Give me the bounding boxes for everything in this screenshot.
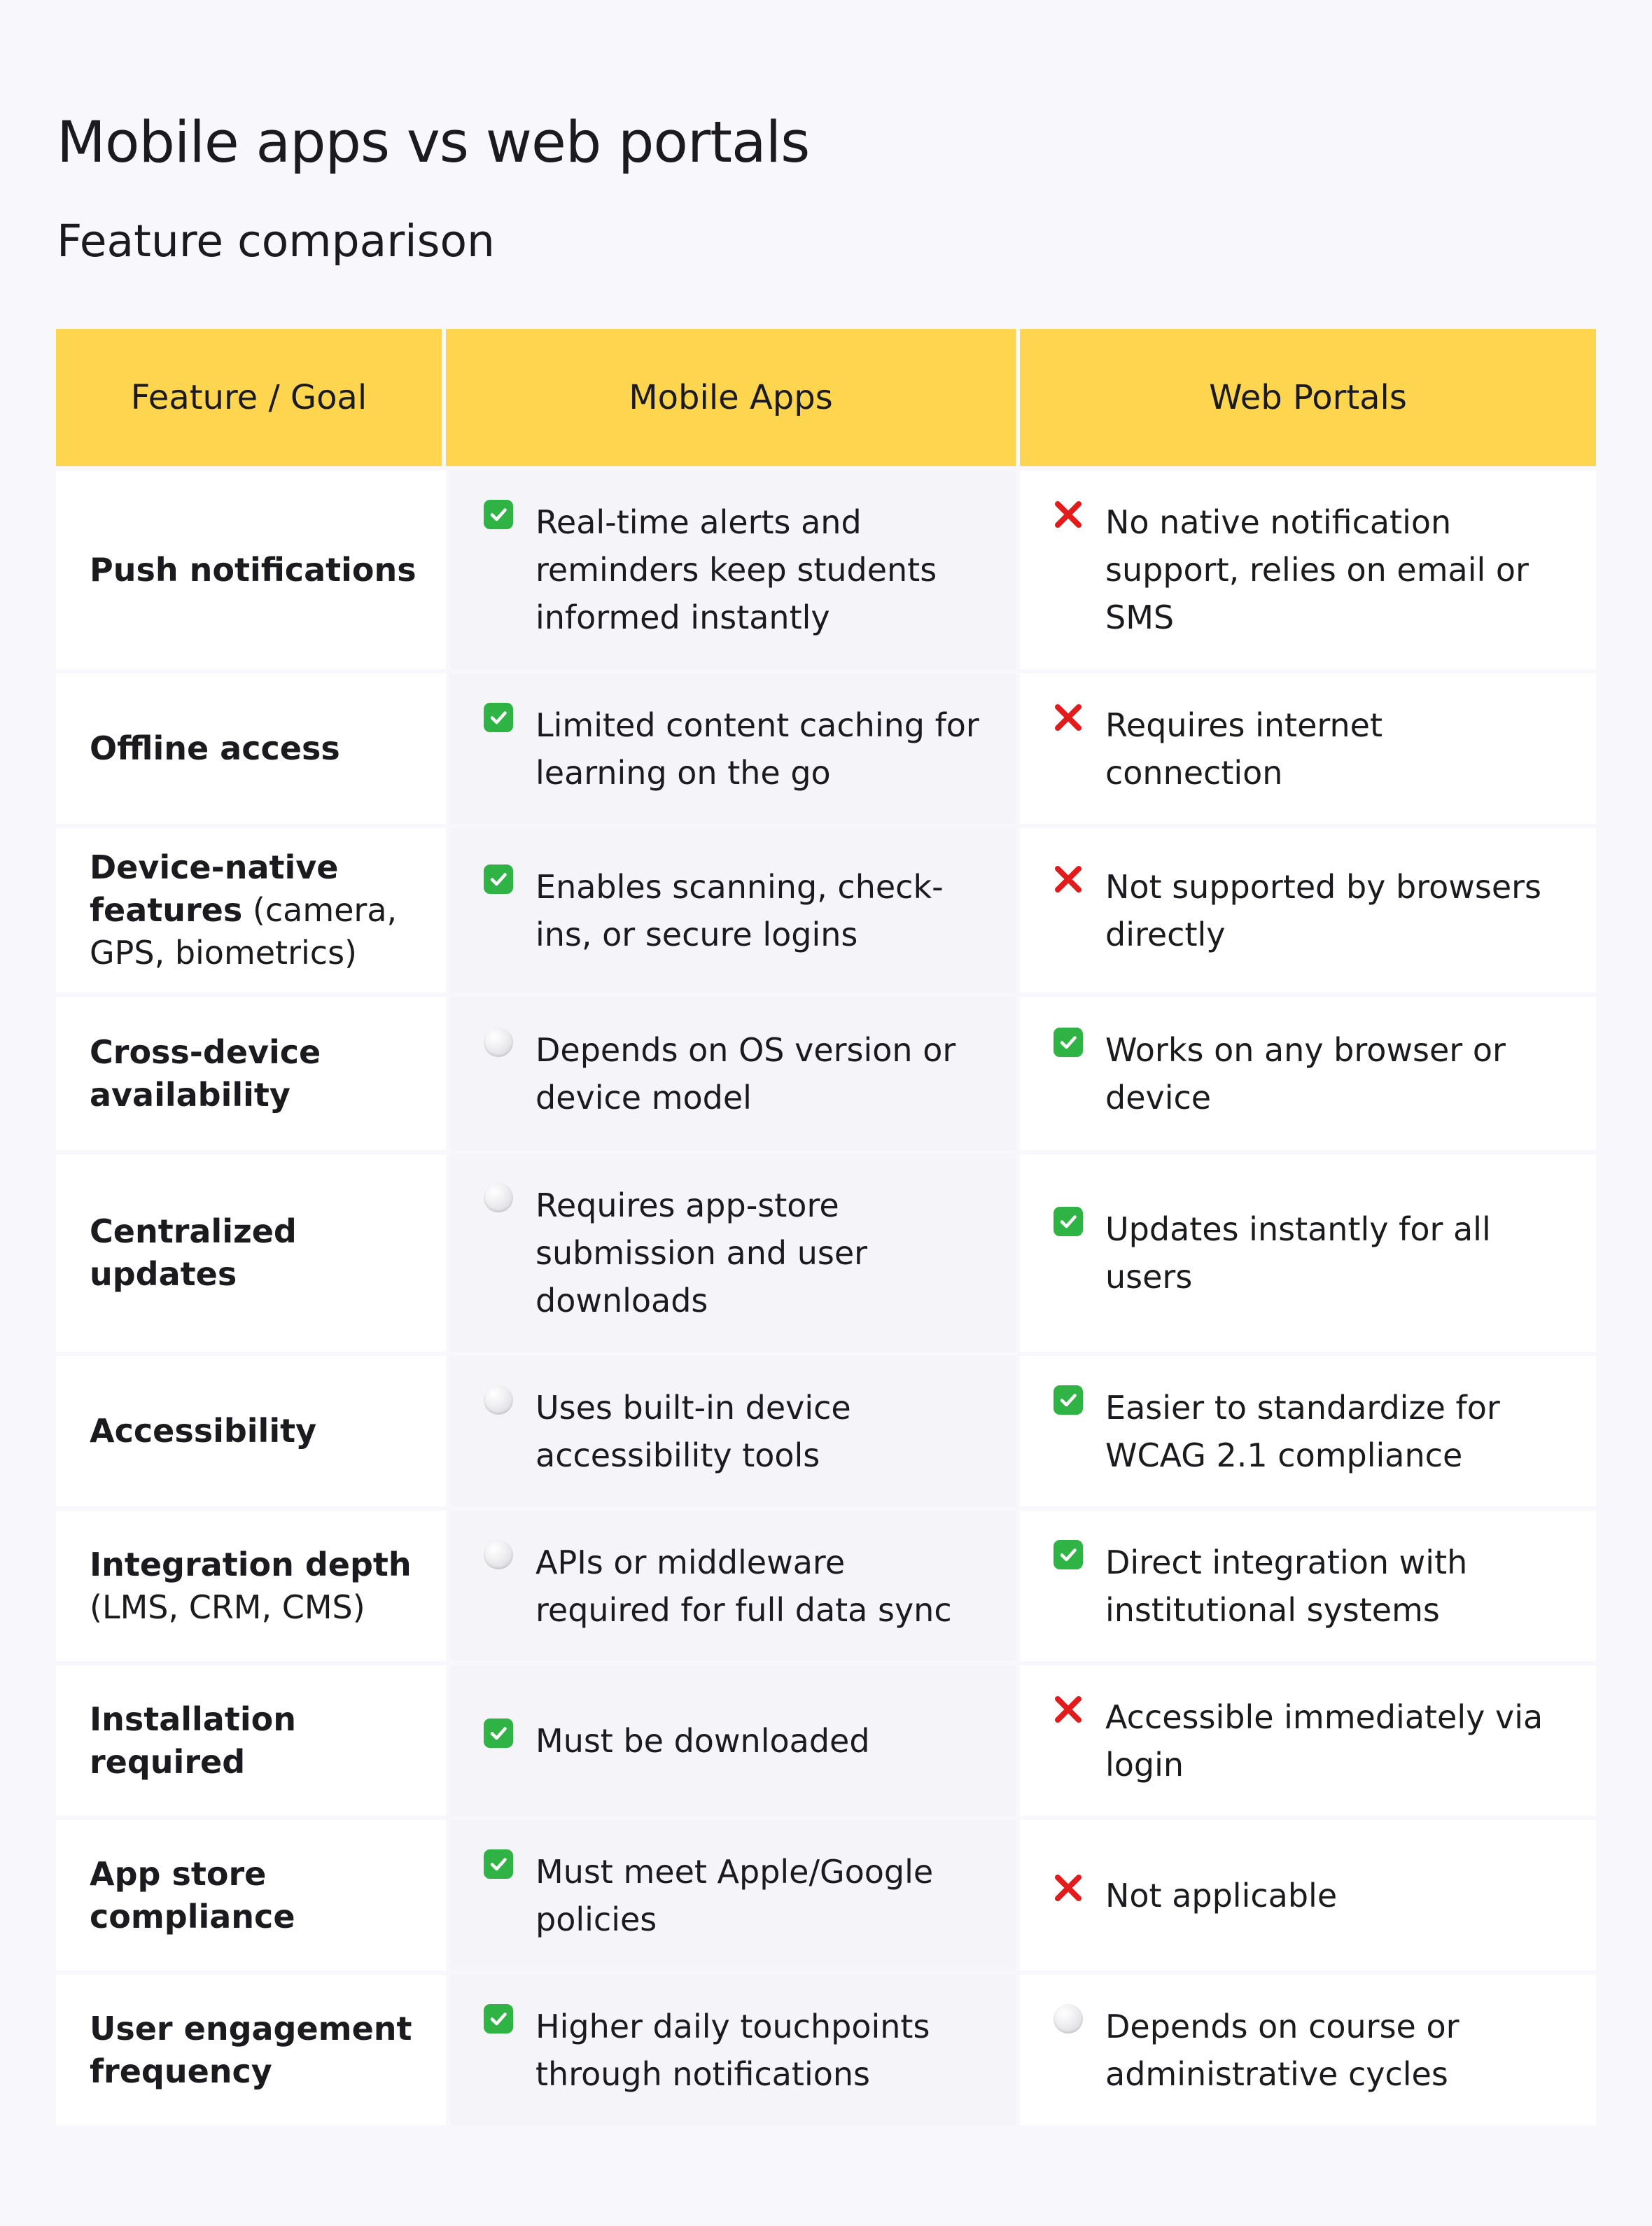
web-portal-cell — [1020, 1820, 1596, 1970]
status-entry — [1052, 498, 1568, 641]
status-text: Requires app-store submission and user downloads — [536, 1186, 868, 1320]
feature-cell — [56, 1511, 446, 1661]
web-portal-cell — [1020, 1356, 1596, 1506]
feature-cell — [56, 997, 446, 1150]
red-cross-icon — [1052, 1693, 1084, 1726]
feature-cell — [56, 1820, 446, 1970]
feature-cell — [56, 470, 446, 669]
feature-name: Accessibility — [90, 1412, 317, 1450]
status-entry — [1052, 2003, 1568, 2098]
table-row — [56, 1506, 1596, 1661]
page-title: Mobile apps vs web portals — [57, 110, 810, 176]
table-row — [56, 1352, 1596, 1506]
status-entry — [482, 1848, 988, 1943]
web-portal-cell — [1020, 997, 1596, 1150]
feature-name: User engagement frequency — [90, 2009, 412, 2090]
mobile-app-cell — [446, 1665, 1020, 1816]
mobile-app-cell — [446, 1154, 1020, 1352]
feature-name: Integration depth — [90, 1545, 412, 1583]
status-text: APIs or middleware required for full data sync — [536, 1543, 952, 1629]
feature-name: Push notifications — [90, 550, 416, 589]
status-text: Depends on OS version or device model — [536, 1030, 956, 1116]
status-entry — [1052, 863, 1568, 958]
status-text: Must be downloaded — [536, 1721, 870, 1760]
status-entry — [482, 1539, 988, 1634]
status-entry — [482, 1182, 988, 1324]
header-feature-goal: Feature / Goal — [56, 329, 446, 466]
status-entry — [482, 498, 988, 641]
feature-detail: (camera, GPS, biometrics) — [90, 891, 398, 972]
green-check-icon — [482, 1717, 514, 1749]
mobile-app-cell — [446, 470, 1020, 669]
grey-circle-icon — [482, 1539, 514, 1571]
status-text: Depends on course or administrative cycles — [1105, 2007, 1460, 2093]
status-entry — [482, 1026, 988, 1121]
red-cross-icon — [1052, 863, 1084, 895]
table-row — [56, 824, 1596, 993]
status-entry — [1052, 1872, 1337, 1919]
mobile-app-cell — [446, 1820, 1020, 1970]
status-entry — [482, 1384, 988, 1479]
green-check-icon — [482, 1848, 514, 1880]
table-row — [56, 466, 1596, 669]
table-row — [56, 669, 1596, 824]
feature-name: Installation required — [90, 1700, 296, 1781]
mobile-app-cell — [446, 997, 1020, 1150]
mobile-app-cell — [446, 1356, 1020, 1506]
status-text: Higher daily touchpoints through notifications — [536, 2007, 930, 2093]
web-portal-cell — [1020, 828, 1596, 993]
feature-name: App store compliance — [90, 1854, 295, 1935]
status-entry — [1052, 1384, 1568, 1479]
status-text: Must meet Apple/Google policies — [536, 1852, 934, 1938]
status-text: Enables scanning, check-ins, or secure logins — [536, 867, 944, 953]
green-check-icon — [482, 863, 514, 895]
page-subtitle: Feature comparison — [57, 216, 495, 267]
web-portal-cell — [1020, 1975, 1596, 2125]
status-text: Direct integration with institutional systems — [1105, 1543, 1468, 1629]
feature-name: Centralized updates — [90, 1212, 297, 1293]
green-check-icon — [482, 701, 514, 734]
feature-detail: (LMS, CRM, CMS) — [90, 1588, 365, 1626]
red-cross-icon — [1052, 498, 1084, 531]
grey-circle-icon — [482, 1026, 514, 1058]
feature-cell — [56, 1665, 446, 1816]
status-text: Updates instantly for all users — [1105, 1210, 1491, 1296]
status-text: Real-time alerts and reminders keep students informed instantly — [536, 503, 937, 636]
status-text: Not applicable — [1105, 1876, 1338, 1914]
table-row — [56, 993, 1596, 1150]
green-check-icon — [482, 2003, 514, 2035]
comparison-table — [56, 329, 1596, 2125]
feature-name: Cross-device availability — [90, 1032, 321, 1114]
header-web-portals: Web Portals — [1020, 329, 1596, 466]
green-check-icon — [1052, 1026, 1084, 1058]
status-entry — [482, 1717, 870, 1765]
status-text: Easier to standardize for WCAG 2.1 compliance — [1105, 1388, 1500, 1474]
feature-cell — [56, 828, 446, 993]
status-text: Requires internet connection — [1105, 706, 1382, 792]
mobile-app-cell — [446, 673, 1020, 824]
status-text: Accessible immediately via login — [1105, 1698, 1544, 1784]
web-portal-cell — [1020, 673, 1596, 824]
status-text: Uses built-in device accessibility tools — [536, 1388, 851, 1474]
grey-circle-icon — [1052, 2003, 1084, 2035]
web-portal-cell — [1020, 1154, 1596, 1352]
table-header-row — [56, 329, 1596, 466]
status-entry — [1052, 1205, 1568, 1301]
green-check-icon — [1052, 1539, 1084, 1571]
green-check-icon — [1052, 1205, 1084, 1238]
mobile-app-cell — [446, 828, 1020, 993]
feature-name: Offline access — [90, 729, 340, 767]
feature-cell — [56, 1975, 446, 2125]
status-entry — [482, 863, 988, 958]
status-text: No native notification support, relies on email or SMS — [1105, 503, 1529, 636]
status-text: Limited content caching for learning on the go — [536, 706, 979, 792]
status-entry — [482, 701, 988, 797]
mobile-app-cell — [446, 1511, 1020, 1661]
red-cross-icon — [1052, 1872, 1084, 1904]
table-row — [56, 1150, 1596, 1352]
feature-cell — [56, 1154, 446, 1352]
header-mobile-apps: Mobile Apps — [446, 329, 1020, 466]
table-row — [56, 1970, 1596, 2125]
web-portal-cell — [1020, 1665, 1596, 1816]
table-body — [56, 466, 1596, 2125]
status-text: Works on any browser or device — [1105, 1030, 1506, 1116]
status-entry — [1052, 1026, 1568, 1121]
feature-name: Device-native features — [90, 848, 339, 929]
web-portal-cell — [1020, 470, 1596, 669]
feature-cell — [56, 1356, 446, 1506]
status-entry — [1052, 1693, 1568, 1788]
table-row — [56, 1661, 1596, 1816]
green-check-icon — [1052, 1384, 1084, 1416]
mobile-app-cell — [446, 1975, 1020, 2125]
red-cross-icon — [1052, 701, 1084, 734]
table-row — [56, 1816, 1596, 1970]
green-check-icon — [482, 498, 514, 531]
status-text: Not supported by browsers directly — [1105, 867, 1541, 953]
status-entry — [1052, 701, 1568, 797]
web-portal-cell — [1020, 1511, 1596, 1661]
status-entry — [482, 2003, 988, 2098]
feature-cell — [56, 673, 446, 824]
grey-circle-icon — [482, 1182, 514, 1214]
grey-circle-icon — [482, 1384, 514, 1416]
status-entry — [1052, 1539, 1568, 1634]
